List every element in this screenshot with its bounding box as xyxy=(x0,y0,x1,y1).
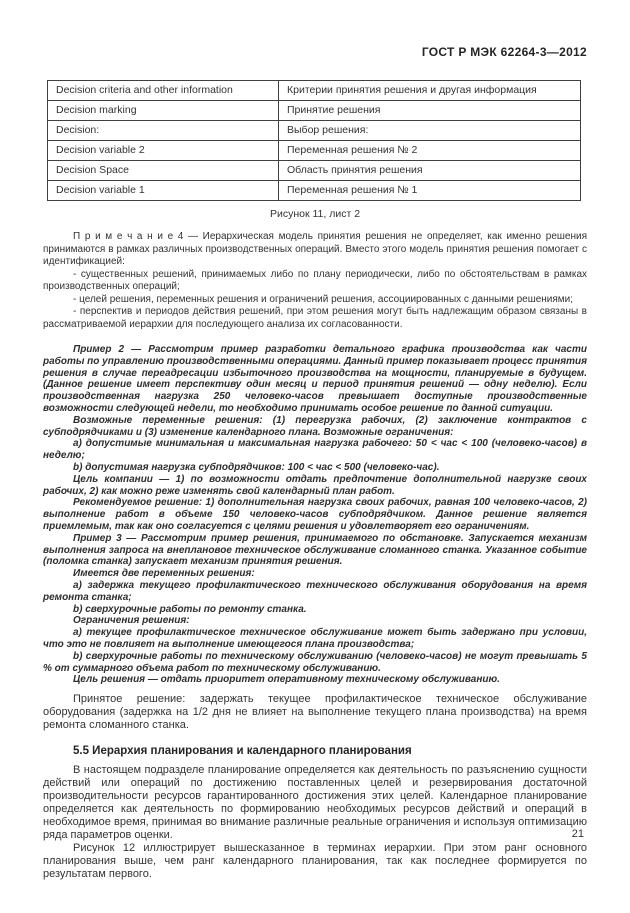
example-paragraph: b) допустимая нагрузка субподрядчиков: 100 < час < 500 (человеко-час). xyxy=(73,461,440,473)
example-paragraph: b) сверхурочные работы по техническому обслуживанию (человеко-часов) не могут превышать 5 % от суммарного объема работ по техническому обслуживанию. xyxy=(43,650,587,674)
note-bullet: - перспектив и периодов действия решений, при этом решения могут быть надлежащим образом связаны в рассматриваемой иерархии для последующего анализа их согласованности. xyxy=(43,306,587,330)
cell-en: Decision: xyxy=(48,121,279,141)
example-paragraph: Ограничения решения: xyxy=(73,615,190,627)
body-paragraph: В настоящем подразделе планирование определяется как деятельность по разъяснению сущности действий или операций по достижению поставленных целей и резервирования достаточной производительности ресурсов гарантированного достижения этих целей. Календарное планирование определяется как деятельность по формированию необходимых ресурсов действий и операций в необходимое время, принимая во внимание различные реальные ограничения и используя оптимизацию ряда параметров оценки. xyxy=(43,764,587,842)
cell-ru: Переменная решения № 2 xyxy=(279,141,581,161)
example-paragraph: b) сверхурочные работы по ремонту станка. xyxy=(73,603,307,615)
example-paragraph: а) допустимые минимальная и максимальная нагрузка рабочего: 50 < час < 100 (человеко-часов) в неделю; xyxy=(43,438,587,462)
cell-ru: Принятие решения xyxy=(279,101,581,121)
translation-table xyxy=(47,80,581,201)
cell-en: Decision variable 1 xyxy=(48,181,279,201)
cell-en: Decision criteria and other information xyxy=(48,81,279,101)
example-3-block xyxy=(43,533,587,686)
example-paragraph: а) задержка текущего профилактического технического обслуживания оборудования на время ремонта станка; xyxy=(43,579,587,603)
note-bullet: - целей решения, переменных решения и ограничений решения, ассоциированных с данными решениями; xyxy=(73,293,574,305)
example-paragraph: Возможные переменные решения: (1) перегрузка рабочих, (2) заключение контрактов с субподрядчиками и (3) изменение календарного плана. Возможные ограничения: xyxy=(43,414,587,438)
note-intro: П р и м е ч а н и е 4 — Иерархическая модель принятия решения не определяет, как именно решения принимаются в рамках различных производственных операций. Вместо этого модель принятия решения помогает с идентификацией: xyxy=(43,231,587,267)
figure-caption: Рисунок 11, лист 2 xyxy=(269,208,361,220)
body-paragraph: Рисунок 12 иллюстрирует вышесказанное в терминах иерархии. При этом ранг основного планирования выше, чем ранг календарного планирования, так как последнее формируется по результатам первого. xyxy=(43,842,587,881)
cell-ru: Критерии принятия решения и другая информация xyxy=(279,81,581,101)
example-paragraph: Рекомендуемое решение: 1) дополнительная нагрузка своих рабочих, равная 100 человеко-часов, 2) выполнение работ в объеме 150 человеко-часов субподрядчиком. Данное решение является приемлемым, так как оно согласуется с целями решения и удовлетворяет его ограничениям. xyxy=(43,497,587,532)
note-bullet: - существенных решений, принимаемых либо по плану периодически, либо по обстоятельствам в рамках производственных операций; xyxy=(43,268,587,292)
cell-en: Decision variable 2 xyxy=(48,141,279,161)
cell-en: Decision Space xyxy=(48,161,279,181)
note-4-block xyxy=(43,231,587,331)
example-2-block xyxy=(43,344,587,533)
table-row xyxy=(48,101,581,121)
table-row xyxy=(48,81,581,101)
cell-ru: Область принятия решения xyxy=(279,161,581,181)
table-row xyxy=(48,121,581,141)
cell-ru: Переменная решения № 1 xyxy=(279,181,581,201)
example-paragraph: Имеется две переменных решения: xyxy=(73,568,255,580)
cell-en: Decision marking xyxy=(48,101,279,121)
example-paragraph: а) текущее профилактическое техническое обслуживание может быть задержано при условии, что это не повлияет на выполнение имеющегося плана производства; xyxy=(43,627,587,650)
example-paragraph: Пример 3 — Рассмотрим пример решения, принимаемого по обстановке. Запускается механизм выполнения запроса на внеплановое техническое обслуживание сломанного станка. Указанное событие (поломка станка) запускает механизм принятия решения. xyxy=(43,532,587,568)
cell-ru: Выбор решения: xyxy=(279,121,581,141)
example-paragraph: Цель решения — отдать приоритет оперативному техническому обслуживанию. xyxy=(73,674,500,686)
doc-number: ГОСТ Р МЭК 62264-3—2012 xyxy=(421,45,587,59)
table-row xyxy=(48,161,581,181)
page-number: 21 xyxy=(571,828,584,840)
page-content xyxy=(43,45,587,881)
table-row xyxy=(48,141,581,161)
table-row xyxy=(48,181,581,201)
example-paragraph: Пример 2 — Рассмотрим пример разработки детального графика производства как части работы по управлению производственными операциями. Данный пример показывает процесс принятия решения в случае переадресации избыточного производства на мощности, планируемые в будущем. (Данное решение имеет перспективу один месяц и период принятия решений — одну неделю). Если производственная нагрузка 250 человеко-часов превышает доступные производственные возможности следующей недели, то необходимо принимать особое решение по данной ситуации. xyxy=(43,344,587,414)
decision-paragraph: Принятое решение: задержать текущее профилактическое техническое обслуживание оборудования (задержка на 1/2 дня не влияет на выполнение текущего плана производства) на время ремонта сломанного станка. xyxy=(43,693,587,732)
example-paragraph: Цель компании — 1) по возможности отдать предпочтение дополнительной нагрузке своих рабочих, 2) как можно реже изменять свой календарный план работ. xyxy=(43,473,587,497)
section-heading-5-5: 5.5 Иерархия планирования и календарного планирования xyxy=(73,745,412,758)
